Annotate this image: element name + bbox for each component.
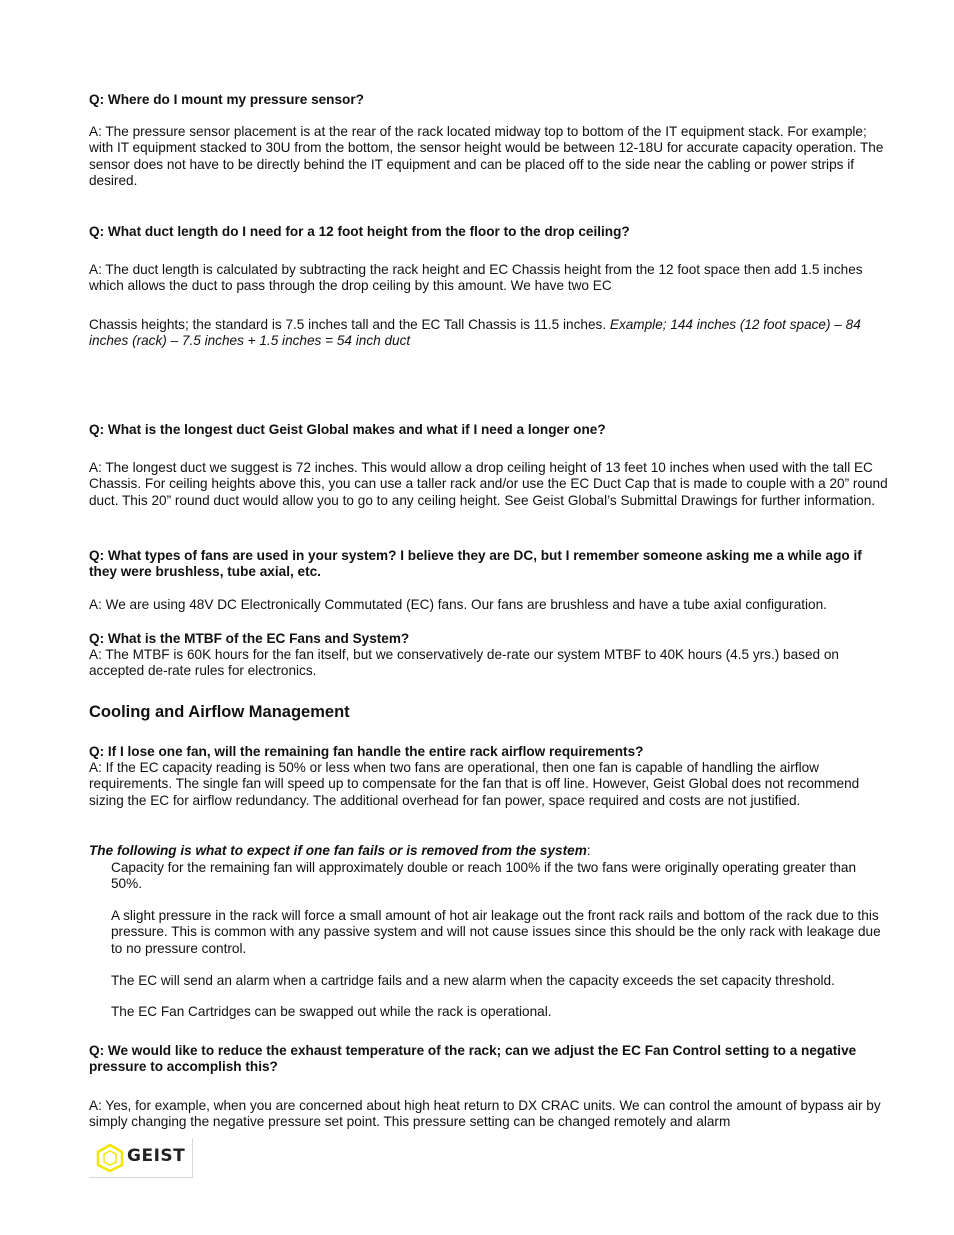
list-item: The EC Fan Cartridges can be swapped out while the rack is operational. [111,1004,552,1019]
question-fan-types: Q: What types of fans are used in your system? I believe they are DC, but I remember someone asking me a while ago if they were brushless, tube axial, etc. [89,548,862,580]
list-intro-text: The following is what to expect if one fan fails or is removed from the system [89,843,587,858]
question-fan-loss: Q: If I lose one fan, will the remaining fan handle the entire rack airflow requirements? [89,744,644,759]
answer-negative-pressure: A: Yes, for example, when you are concerned about high heat return to DX CRAC units. We can control the amount of bypass air by simply changing the negative pressure set point. This pressure setting can be changed remotely and alarm [89,1098,881,1130]
list-intro [89,843,889,859]
question-mtbf: Q: What is the MTBF of the EC Fans and System? [89,631,410,646]
answer-longest-duct: A: The longest duct we suggest is 72 inches. This would allow a drop ceiling height of 13 feet 10 inches when used with the tall EC Chassis. For ceiling heights above this, you can use a taller rack and/or use the EC Duct Cap that is made to couple with a 20” round duct. This 20” round duct would allow you to go to any ceiling height. See Geist Global’s Submittal Drawings for further information. [89,460,888,508]
list-intro-colon: : [586,843,591,858]
section-heading-cooling: Cooling and Airflow Management [89,703,350,721]
logo-wordmark: GEIST [127,1146,186,1166]
geist-hexagon-icon [95,1143,125,1173]
answer-duct-length-part1: A: The duct length is calculated by subtracting the rack height and EC Chassis height from the 12 foot space then add 1.5 inches which allows the duct to pass through the drop ceiling by this amount. We have two EC [89,262,863,294]
question-duct-length: Q: What duct length do I need for a 12 foot height from the floor to the drop ceiling? [89,224,630,239]
answer-mtbf: A: The MTBF is 60K hours for the fan itself, but we conservatively de-rate our system MTBF to 40K hours (4.5 yrs.) based on accepted de-rate rules for electronics. [89,647,839,679]
question-longest-duct: Q: What is the longest duct Geist Global makes and what if I need a longer one? [89,422,606,437]
list-item: Capacity for the remaining fan will approximately double or reach 100% if the two fans were originally operating greater than 50%. [111,860,857,892]
answer-fan-types: A: We are using 48V DC Electronically Commutated (EC) fans. Our fans are brushless and have a tube axial configuration. [89,597,827,612]
question-negative-pressure: Q: We would like to reduce the exhaust temperature of the rack; can we adjust the EC Fan Control setting to a negative pressure to accomplish this? [89,1043,857,1075]
answer-fan-loss: A: If the EC capacity reading is 50% or less when two fans are operational, then one fan is capable of handling the airflow requirements. The single fan will speed up to compensate for the fan that is off line. However, Geist Global does not recommend sizing the EC for airflow redundancy. The additional overhead for fan power, space required and costs are not justified. [89,760,860,808]
duct-length-example: Example; 144 inches (12 foot space) – 84 inches (rack) – 7.5 inches + 1.5 inches = 54 inch duct [89,317,861,349]
question-sensor-mount: Q: Where do I mount my pressure sensor? [89,92,364,107]
answer-duct-length-part2 [89,317,889,350]
answer-sensor-mount: A: The pressure sensor placement is at the rear of the rack located midway top to bottom of the IT equipment stack. For example; with IT equipment stacked to 30U from the bottom, the sensor height would be between 12-18U for accurate capacity operation. The sensor does not have to be directly behind the IT equipment and can be placed off to the side near the cabling or power strips if desired. [89,124,884,189]
answer-duct-length-text: Chassis heights; the standard is 7.5 inches tall and the EC Tall Chassis is 11.5 inches. [89,317,610,332]
list-item: The EC will send an alarm when a cartridge fails and a new alarm when the capacity exceeds the set capacity threshold. [111,973,835,988]
list-item: A slight pressure in the rack will force a small amount of hot air leakage out the front rack rails and bottom of the rack due to this pressure. This is common with any passive system and will not cause issues since this should be the only rack with leakage due to no pressure control. [111,908,881,956]
geist-logo [89,1138,193,1178]
